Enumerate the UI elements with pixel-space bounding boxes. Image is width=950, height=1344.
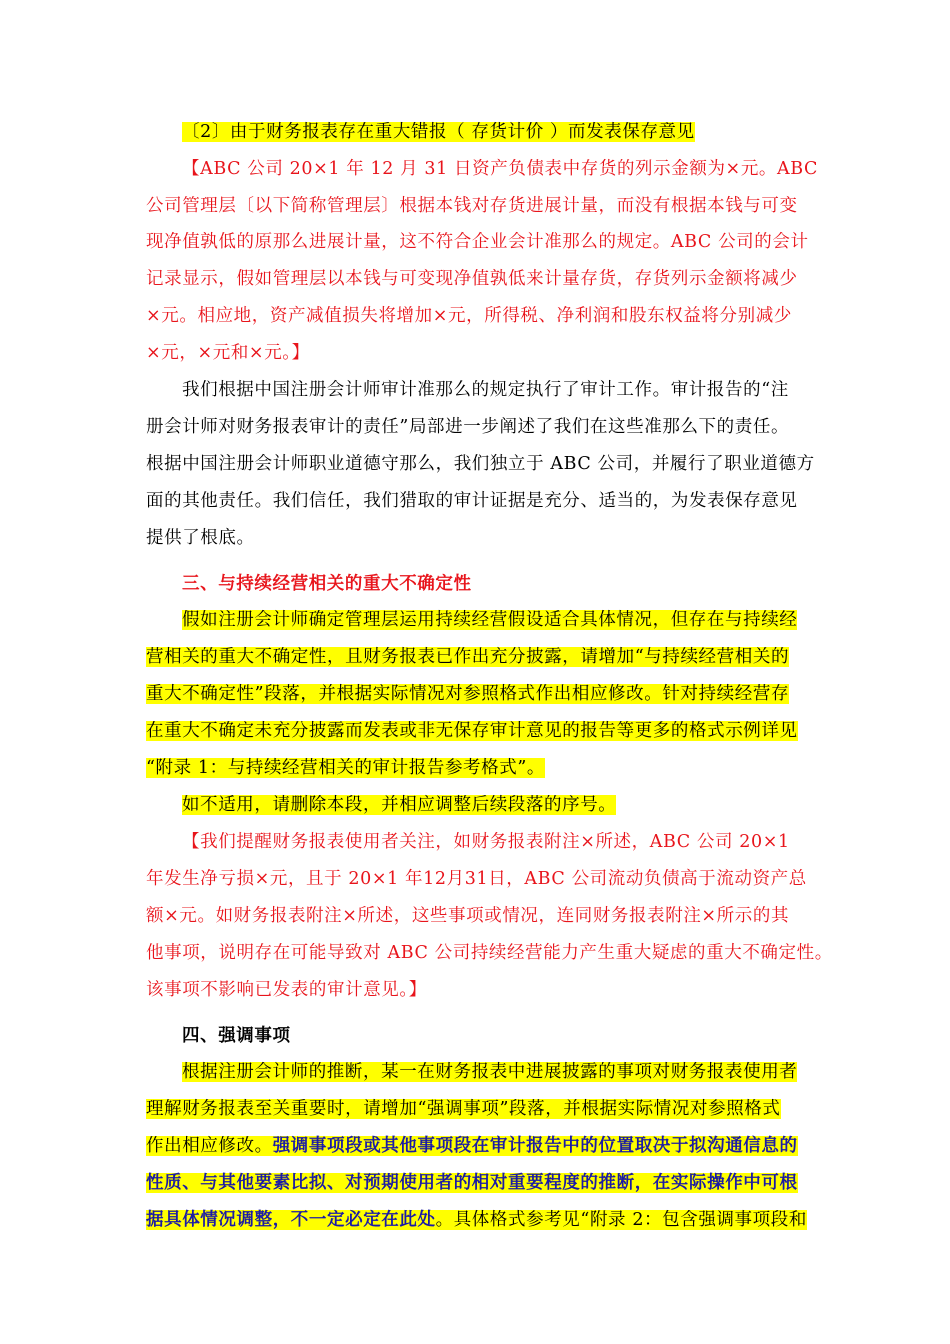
sec2-body-line: 提供了根底。 — [146, 528, 255, 548]
sec4-line-plain: 作出相应修改。 — [146, 1136, 273, 1156]
sec4-line-emphasis: 据具体情况调整，不一定必定在此处 — [146, 1210, 436, 1230]
sec4-line-plain: 。具体格式参考见“附录 2：包含强调事项段和 — [435, 1210, 807, 1230]
sec2-red-line: ×元，×元和×元。】 — [146, 343, 310, 363]
sec4-line-wrap — [146, 1208, 807, 1232]
sec4-line-emphasis: 强调事项段或其他事项段在审计报告中的位置取决于拟沟通信息的 — [272, 1136, 798, 1156]
sec2-red-line: 公司管理层〔以下简称管理层〕根据本钱对存货进展计量，而没有根据本钱与可变 — [146, 196, 798, 216]
sec3-hl-line: “附录 1：与持续经营相关的审计报告参考格式”。 — [146, 758, 545, 778]
section2-title — [182, 120, 695, 144]
section4-heading: 四、强调事项 — [182, 1026, 291, 1046]
sec3-hl-line: 营相关的重大不确定性，且财务报表已作出充分披露，请增加“与持续经营相关的 — [146, 647, 790, 667]
sec4-line-wrap — [146, 1097, 781, 1121]
sec2-body-line: 面的其他责任。我们信任，我们猎取的审计证据是充分、适当的，为发表保存意见 — [146, 491, 798, 511]
sec4-line-wrap — [146, 1171, 798, 1195]
sec3-red-line: 年发生净亏损×元，且于 20×1 年12月31日，ABC 公司流动负债高于流动资产总 — [146, 869, 807, 889]
sec3-hl-line-wrap — [146, 756, 545, 780]
section3-heading: 三、与持续经营相关的重大不确定性 — [182, 574, 472, 594]
sec2-red-line: 记录显示，假如管理层以本钱与可变现净值孰低来计量存货，存货列示金额将减少 — [146, 269, 798, 289]
sec3-note: 如不适用，请删除本段，并相应调整后续段落的序号。 — [182, 795, 617, 815]
sec4-line-wrap — [146, 1134, 798, 1158]
sec4-line-emphasis: 性质、与其他要素比拟、对预期使用者的相对重要程度的推断，在实际操作中可根 — [146, 1173, 798, 1193]
sec4-line: 根据注册会计师的推断，某一在财务报表中进展披露的事项对财务报表使用者 — [182, 1062, 798, 1082]
sec2-body-line: 册会计师对财务报表审计的责任”局部进一步阐述了我们在这些准那么下的责任。 — [146, 417, 790, 437]
sec3-note-wrap — [182, 793, 616, 817]
sec3-hl-line-wrap — [146, 682, 789, 706]
sec3-hl-line: 在重大不确定未充分披露而发表或非无保存审计意见的报告等更多的格式示例详见 — [146, 721, 798, 741]
sec3-hl-line: 重大不确定性”段落，并根据实际情况对参照格式作出相应修改。针对持续经营存 — [146, 684, 790, 704]
sec2-red-line: 【ABC 公司 20×1 年 12 月 31 日资产负债表中存货的列示金额为×元。ABC — [182, 159, 819, 179]
sec3-red-line: 额×元。如财务报表附注×所述，这些事项或情况，连同财务报表附注×所示的其 — [146, 906, 790, 926]
sec4-line: 理解财务报表至关重要时，请增加“强调事项”段落，并根据实际情况对参照格式 — [146, 1099, 781, 1119]
sec2-red-line: ×元。相应地，资产减值损失将增加×元，所得税、净利润和股东权益将分别减少 — [146, 306, 792, 326]
sec3-hl-line-wrap — [182, 608, 797, 632]
sec2-body-line: 我们根据中国注册会计师审计准那么的规定执行了审计工作。审计报告的“注 — [182, 380, 789, 400]
sec3-red-line: 他事项，说明存在可能导致对 ABC 公司持续经营能力产生重大疑虑的重大不确定性。 — [146, 943, 833, 963]
sec2-body-line: 根据中国注册会计师职业道德守那么，我们独立于 ABC 公司，并履行了职业道德方 — [146, 454, 815, 474]
sec2-red-line: 现净值孰低的原那么进展计量，这不符合企业会计准那么的规定。ABC 公司的会计 — [146, 232, 809, 252]
sec3-red-line: 该事项不影响已发表的审计意见。】 — [146, 980, 427, 1000]
sec3-red-line: 【我们提醒财务报表使用者关注，如财务报表附注×所述，ABC 公司 20×1 — [182, 832, 790, 852]
sec4-line-wrap — [182, 1060, 797, 1084]
section2-title-text: 〔2〕由于财务报表存在重大错报（ 存货计价 ）而发表保存意见 — [182, 122, 695, 142]
sec3-hl-line: 假如注册会计师确定管理层运用持续经营假设适合具体情况，但存在与持续经 — [182, 610, 798, 630]
sec3-hl-line-wrap — [146, 719, 798, 743]
sec3-hl-line-wrap — [146, 645, 789, 669]
